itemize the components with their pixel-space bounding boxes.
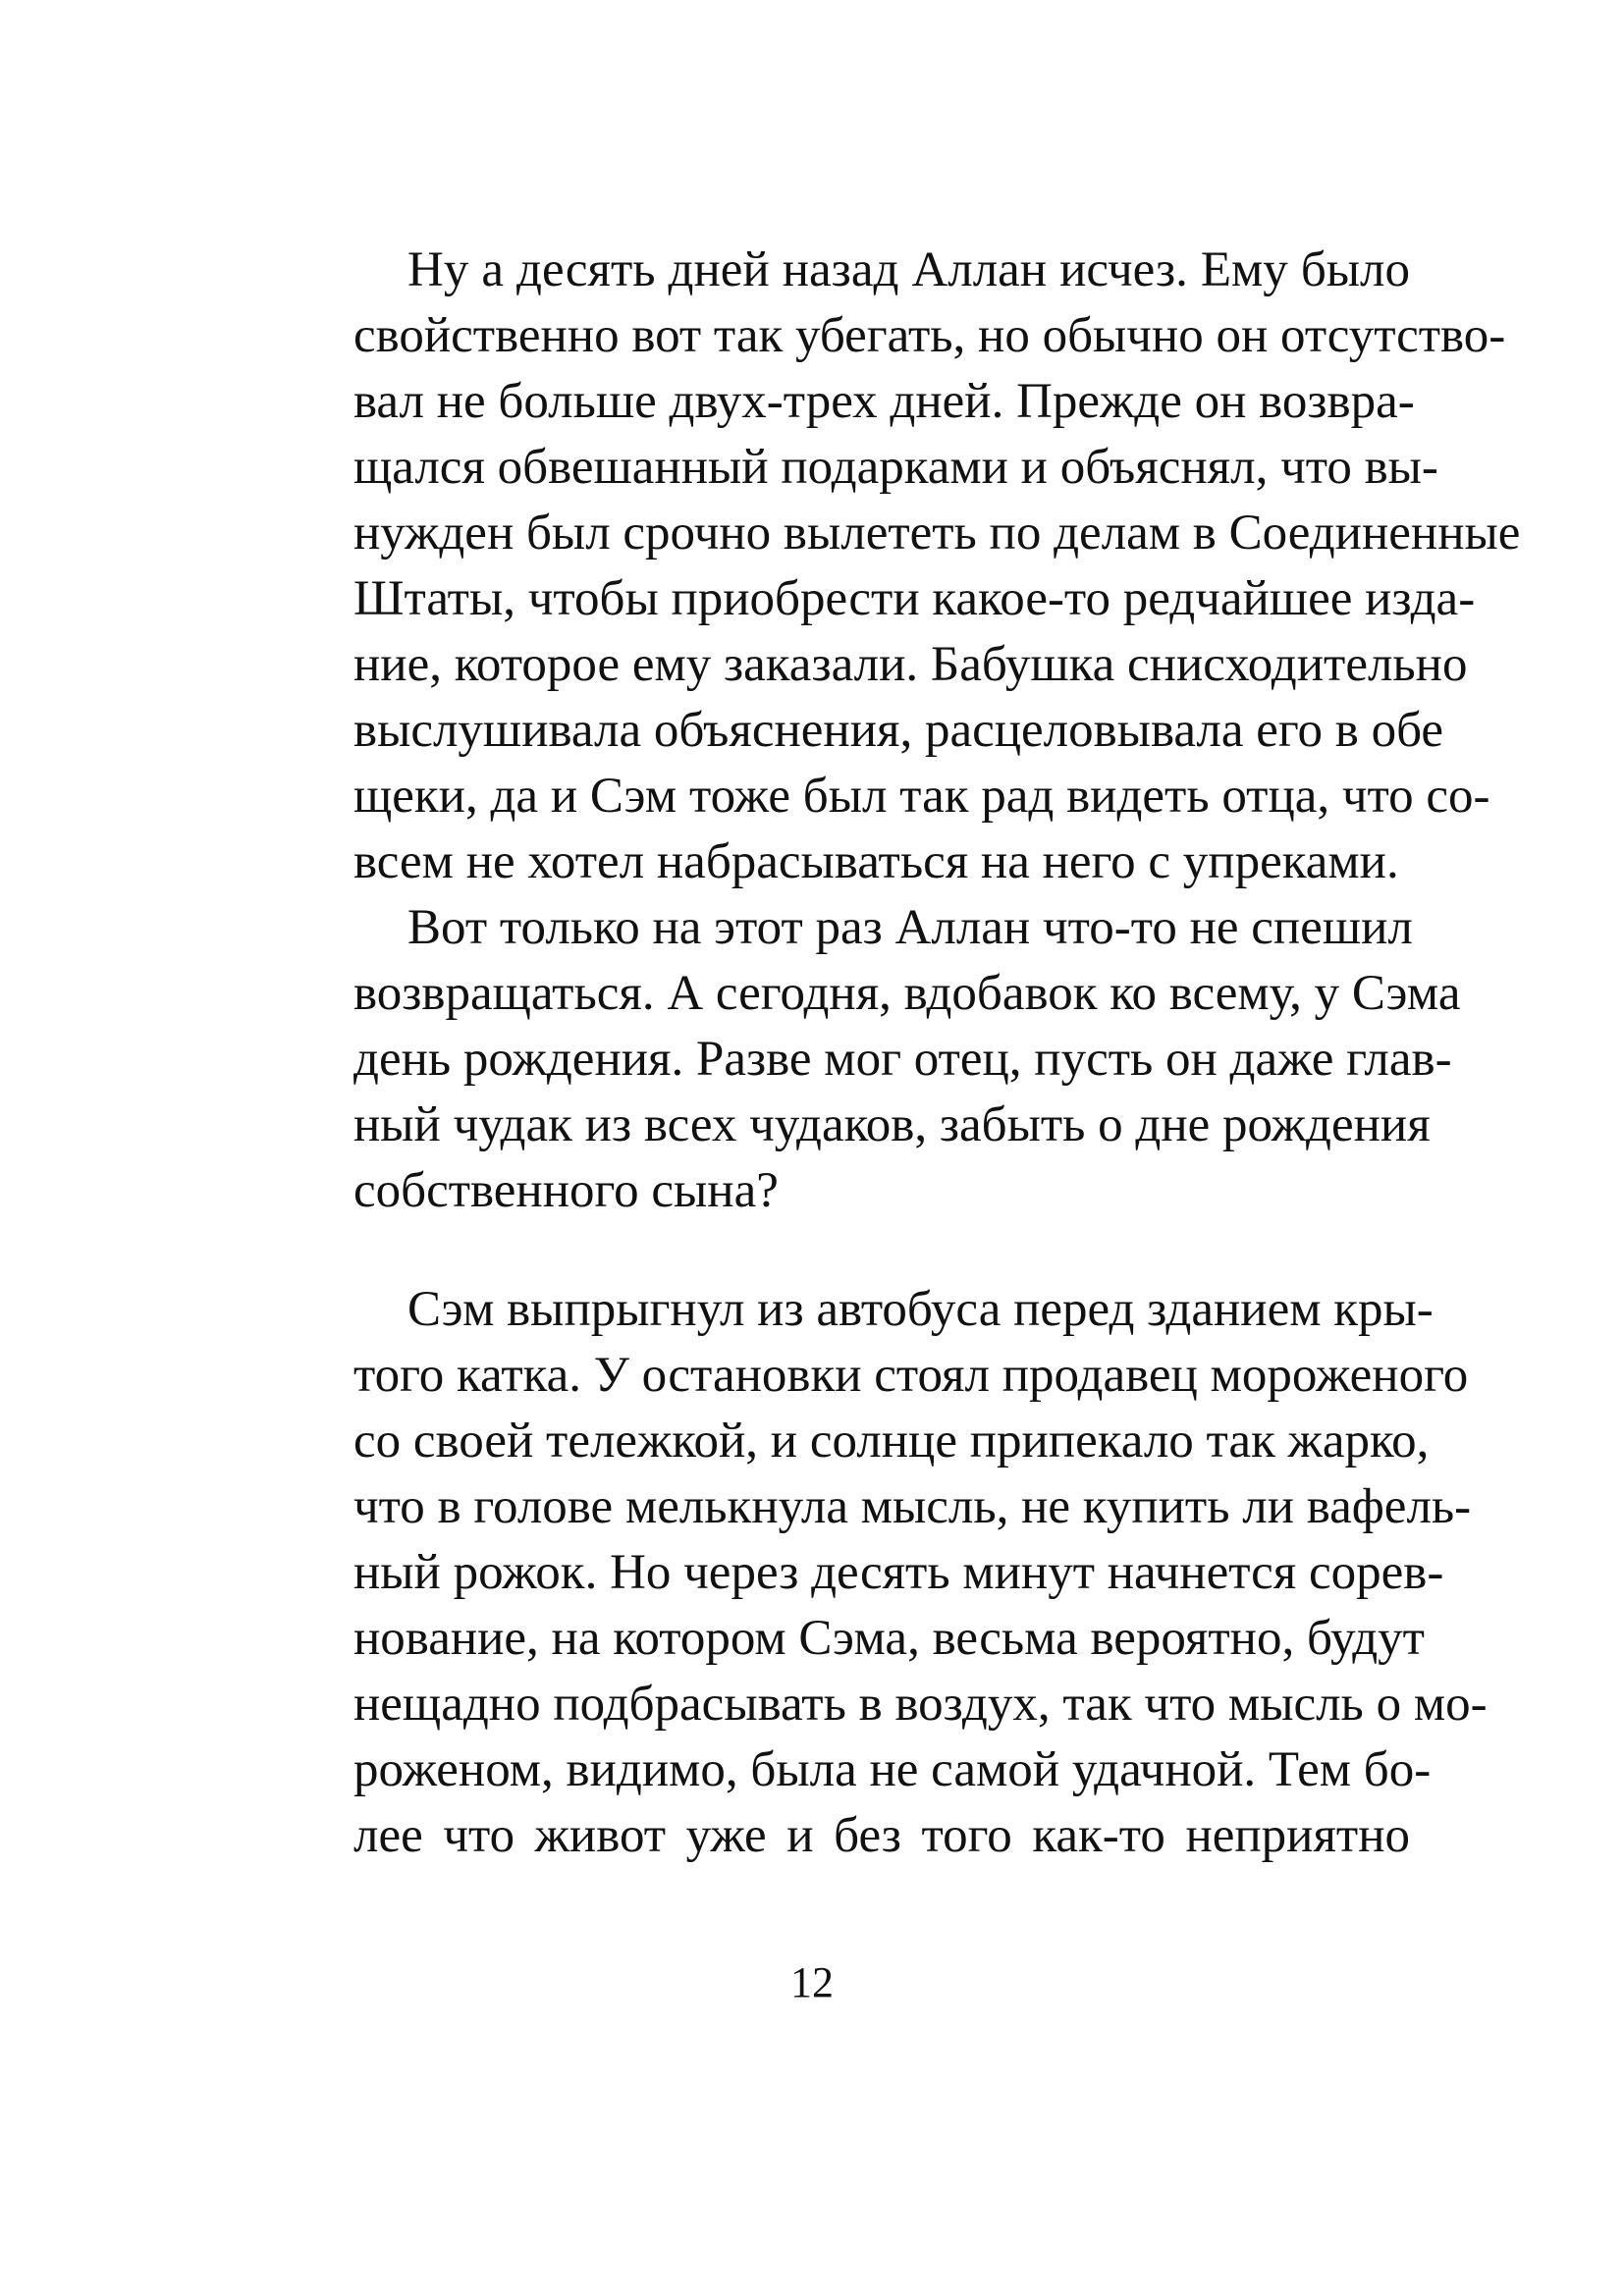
text-line: возвращаться. А сегодня, вдобавок ко всему, у Сэма xyxy=(353,966,1461,1021)
paragraph xyxy=(353,895,1461,1224)
page-number: 12 xyxy=(790,1958,834,2006)
text-line: того катка. У остановки стоял продавец мороженого xyxy=(353,1348,1469,1403)
text-line: нужден был срочно вылететь по делам в Соединенные xyxy=(353,506,1521,561)
text-line: день рождения. Разве мог отец, пусть он даже глав- xyxy=(353,1032,1452,1087)
text-block-1 xyxy=(353,238,1521,1224)
text-line: Ну а десять дней назад Аллан исчез. Ему было xyxy=(407,242,1410,297)
text-line: Штаты, чтобы приобрести какое-то редчайшее изда- xyxy=(353,571,1476,626)
text-line: ный чудак из всех чудаков, забыть о дне рождения xyxy=(353,1097,1431,1152)
text-line: щеки, да и Сэм тоже был так рад видеть отца, что со- xyxy=(353,769,1490,824)
text-line: нещадно подбрасывать в воздух, так что мысль о мо- xyxy=(353,1677,1488,1732)
text-line: что в голове мелькнула мысль, не купить ли вафель- xyxy=(353,1479,1472,1534)
text-line: ный рожок. Но через десять минут начнется сорев- xyxy=(353,1545,1444,1600)
text-line: Сэм выпрыгнул из автобуса перед зданием кры- xyxy=(407,1282,1434,1337)
text-line: нование, на котором Сэма, весьма вероятно, будут xyxy=(353,1611,1425,1666)
text-block-2 xyxy=(353,1277,1488,1869)
text-line: вал не больше двух-трех дней. Прежде он возвра- xyxy=(353,374,1415,429)
text-line: свойственно вот так убегать, но обычно он отсутство- xyxy=(353,308,1506,363)
text-line: щался обвешанный подарками и объяснял, что вы- xyxy=(353,440,1438,495)
text-line: всем не хотел набрасываться на него с упреками. xyxy=(353,834,1399,889)
text-line: собственного сына? xyxy=(353,1163,779,1218)
paragraph xyxy=(353,1277,1488,1869)
text-line: Вот только на этот раз Аллан что-то не спешил xyxy=(407,900,1413,955)
text-line: роженом, видимо, была не самой удачной. Тем бо- xyxy=(353,1742,1432,1797)
text-line: выслушивала объяснения, расцеловывала его в обе xyxy=(353,703,1444,758)
text-line: со своей тележкой, и солнце припекало так жарко, xyxy=(353,1414,1430,1468)
text-line: лее что живот уже и без того как-то неприятно xyxy=(353,1808,1410,1863)
paragraph xyxy=(353,238,1521,895)
text-line: ние, которое ему заказали. Бабушка снисходительно xyxy=(353,637,1468,692)
